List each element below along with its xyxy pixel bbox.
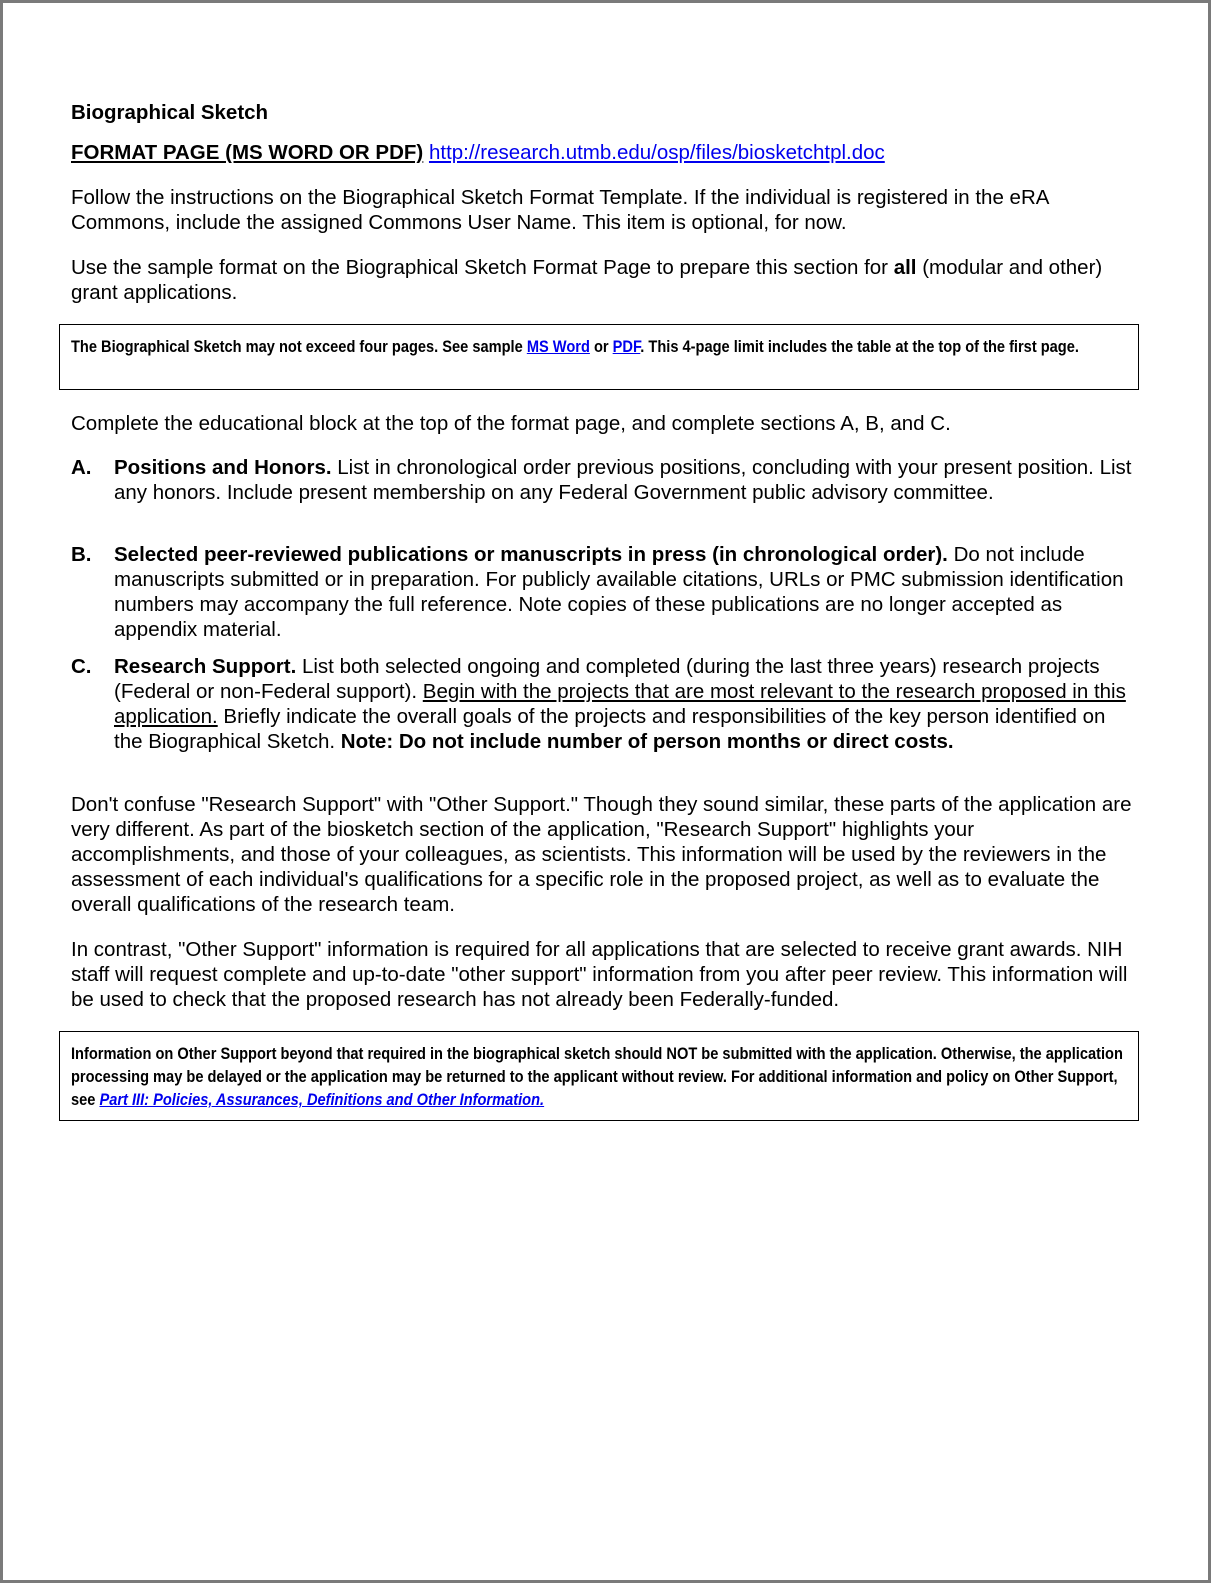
policies-link[interactable]: Part III: Policies, Assurances, Definitions and Other Information (99, 1090, 541, 1109)
policies-link-period: . (540, 1090, 545, 1109)
format-line (71, 140, 1136, 165)
item-text-2: Briefly indicate the overall goals of the projects and responsibilities of the key person identified on the Biographical Sketch. (114, 705, 1106, 753)
format-template-link[interactable]: http://research.utmb.edu/osp/files/biosketchtpl.doc (428, 141, 885, 164)
research-support-paragraph: Don't confuse "Research Support" with "Other Support." Though they sound similar, these parts of the application are very different. As part of the biosketch section of the application, "Research Support" highlights your accomplishments, and those of your colleagues, as scientists. This information will be used by the reviewers in the assessment of each individual's qualifications for a specific role in the proposed project, as well as to evaluate the overall qualifications of the research team. (71, 793, 1132, 916)
page-limit-or: or (589, 337, 613, 356)
page-limit-text-end: . This 4-page limit includes the table at the top of the first page. (640, 337, 1079, 356)
page-limit-text: The Biographical Sketch may not exceed four pages. See sample (71, 337, 527, 356)
item-text: List both selected ongoing and completed (during the last three years) research projects (Federal or non-Federal support). (114, 655, 1100, 703)
item-letter: B. (71, 543, 92, 566)
other-support-paragraph: In contrast, "Other Support" information is required for all applications that are selected to receive grant awards. NIH staff will request complete and up-to-date "other support" information from you after peer review. This information will be used to check that the proposed research has not already been Federally-funded. (71, 938, 1128, 1011)
sample-format-bold: all (893, 256, 917, 279)
item-underlined-text: Begin with the projects that are most relevant to the research proposed in this application. (114, 680, 1126, 728)
other-support-notice-text: Information on Other Support beyond that required in the biographical sketch should NOT be submitted with the application. Otherwise, the application processing may be delayed or the application may be returned to the applicant without review. For additional information and policy on Other Support, see (71, 1044, 1123, 1109)
instructions-paragraph: Follow the instructions on the Biographical Sketch Format Template. If the individual is registered in the eRA Commons, include the assigned Commons User Name. This item is optional, for now. (71, 186, 1049, 234)
ms-word-link[interactable]: MS Word (526, 337, 590, 356)
item-title: Research Support. (114, 655, 297, 678)
sample-format-text: Use the sample format on the Biographical Sketch Format Page to prepare this section for (71, 256, 894, 279)
page-limit-notice (59, 324, 1139, 390)
other-support-notice (59, 1031, 1139, 1121)
page-title: Biographical Sketch (71, 101, 269, 124)
item-letter: A. (71, 456, 92, 479)
list-item (71, 542, 1136, 642)
item-letter: C. (71, 655, 92, 678)
item-text: List in chronological order previous positions, concluding with your present position. List any honors. Include present membership on any Federal Government public advisory committee. (114, 456, 1132, 504)
list-item (71, 455, 1136, 505)
item-title: Selected peer-reviewed publications or manuscripts in press (in chronological order). (114, 543, 948, 566)
format-label: FORMAT PAGE (MS WORD OR PDF) (71, 141, 424, 164)
list-item (71, 654, 1136, 754)
item-title: Positions and Honors. (114, 456, 332, 479)
pdf-link[interactable]: PDF (612, 337, 641, 356)
complete-sections-paragraph: Complete the educational block at the top of the format page, and complete sections A, B, and C. (71, 412, 951, 435)
item-note: Note: Do not include number of person months or direct costs. (340, 730, 954, 753)
item-text: Do not include manuscripts submitted or in preparation. For publicly available citations, URLs or PMC submission identification numbers may accompany the full reference. Note copies of these publications are no longer accepted as appendix material. (114, 543, 1124, 641)
sample-format-text-end: (modular and other) grant applications. (71, 256, 1103, 304)
sample-format-paragraph (71, 255, 1136, 305)
